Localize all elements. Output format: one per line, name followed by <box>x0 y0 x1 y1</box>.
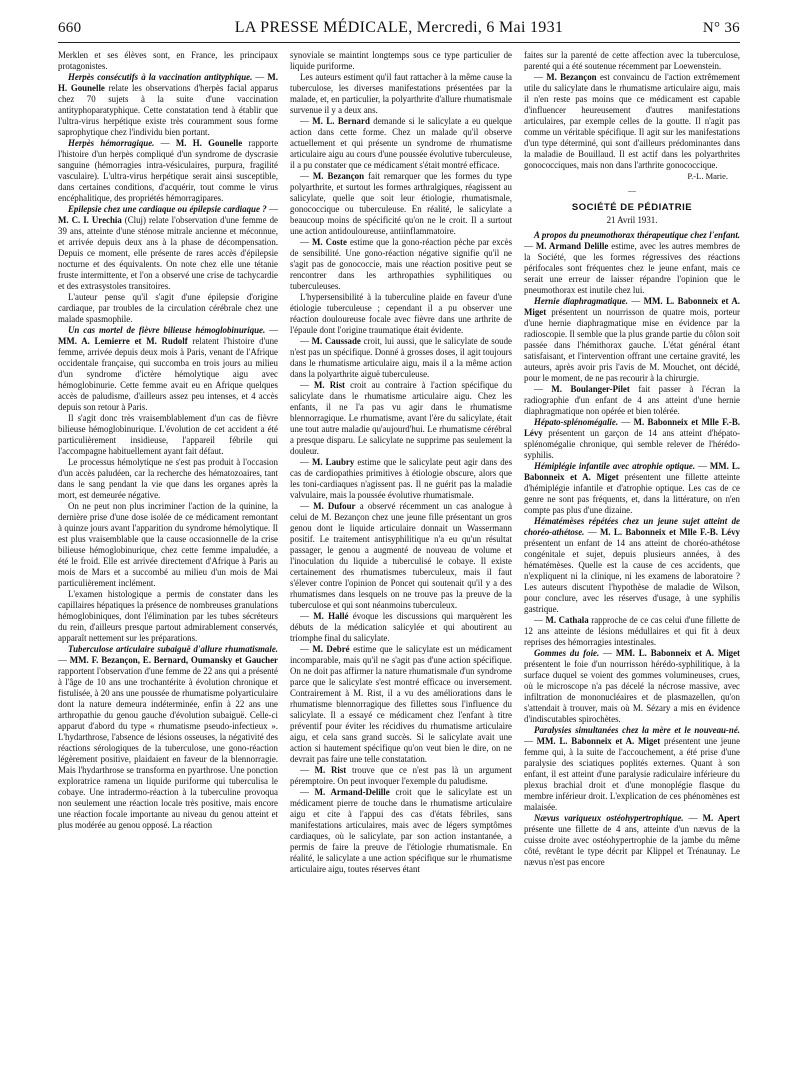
author: M. Dufour <box>313 501 356 511</box>
discussion-bezancon: — M. Bezançon est convaincu de l'action extrêmement utile du salicylate dans le rhumatisme articulaire aigu, mais il n'en reste pas moins que ce médicament est capable d'influencer heureusement d'autres manifestations articulaires, par exemple celles de la goutte. Il n'agit pas comme un véritable spécifique. Il agit sur les manifestations d'un type déterminé, qui sont d'ailleurs prédominantes dans la maladie de Bouillaud. Il est actif dans les polyarthrites gonococciques, mais non dans l'arthrite gonococcique. <box>524 72 740 170</box>
author: M. H. Gounelle <box>175 138 243 148</box>
article-title: Hépato-splénomégalie. <box>534 417 619 427</box>
discussion-dufour: — M. Dufour a observé récemment un cas analogue à celui de M. Bezançon chez une jeune fille présentant un gros genou dont le liquide articulaire donnait un Wassermann positif. Le traitement antisyphilitique n'a eu qu'un résultat passager, le genou a augmenté de nouveau de volume et l'inoculation du liquide a tuberculisé le cobaye. Il existe certainement des rhumatismes tuberculeux, mais il faut s'élever contre l'opinion de Poncet qui soutenait qu'il y a des rhumatismes dans lesquels on ne trouve pas la preuve de la tuberculose et qui sont néanmoins tuberculeux. <box>290 501 512 610</box>
article-title: Herpès hémorragique. <box>68 138 155 148</box>
journal-title: LA PRESSE MÉDICALE, Mercredi, 6 Mai 1931 <box>234 19 564 36</box>
author: M. C. I. Urechia <box>58 215 122 225</box>
article-hematemeses: Hématémèses répétées chez un jeune sujet atteint de choréo-athétose. — M. L. Babonneix et Mlle F.-B. Lévy présentent un enfant de 14 ans atteint de choréo-athétose congénitale et sujet, depuis plusieurs années, à des hématémèses. Quelle est la cause de ces accidents, que n'expliquent ni la clinique, ni les examens de laboratoire ? Les auteurs discutent l'hypothèse de maladie de Wilson, pour conclure, avec les réserves d'usage, à une syphilis gastrique. <box>524 516 740 614</box>
author: MM. L. Babonneix et A. Miget <box>615 648 740 658</box>
article-text: présentent le foie d'un nourrisson hérédo-syphilitique, à la surface duquel se voient des gommes volumineuses, crues, où le microscope n'a pas décelé la nécrose massive, avec infiltration de mononucléaires et de plasmazellen, qu'on s'attendait à trouver, mais où M. Sézary a mis en évidence d'indiscutables spirochètes. <box>524 659 740 724</box>
page-header <box>58 12 740 43</box>
author: M. Rist <box>314 765 347 775</box>
paragraph: Il s'agit donc très vraisemblablement d'un cas de fièvre bilieuse hémoglobinurique. L'évolution de cet accident a été particulièrement insidieuse, l'appareil fébrile qui l'accompagne habituellement ayant fait défaut. <box>58 413 278 456</box>
article-paralysies: Paralysies simultanées chez la mère et le nouveau-né. — MM. L. Babonneix et A. Miget présentent une jeune femme qui, à la suite de l'accouchement, a été prise d'une paralysie des sciatiques poplités externes. Quant à son enfant, il est atteint d'une paralysie radiculaire inférieure du plexus brachial droit et d'une monoplégie flasque du membre inférieur droit. L'explication de ces phénomènes est malaisée. <box>524 725 740 812</box>
discussion-boulanger-pilet: — M. Boulanger-Pilet fait passer à l'écran la radiographie d'un enfant de 4 ans atteint d'une hernie diaphragmatique non opérée et bien tolérée. <box>524 384 740 416</box>
article-hepato: Hépato-splénomégalie. — M. Babonneix et Mlle F.-B. Lévy présentent un garçon de 14 ans atteint d'hépato-splénomégalie chronique, qui semble relever de l'hérédo-syphilis. <box>524 417 740 460</box>
discussion-text: croit au contraire à l'action spécifique du salicylate dans le rhumatisme articulaire aigu. Chez les enfants, il ne l'a pas vu agir dans le rhumatisme blennorragique. Le rhumatisme, avant l'ère du salicylate, était une tout autre maladie qu'aujourd'hui. Le rhumatisme cérébral a presque disparu. Le salicylate ne supprime pas seulement la douleur. <box>290 380 512 456</box>
discussion-rist-2: — M. Rist trouve que ce n'est pas là un argument péremptoire. On peut invoquer l'exemple du paludisme. <box>290 765 512 786</box>
section-title: SOCIÉTÉ DE PÉDIATRIE <box>571 202 693 213</box>
column-3 <box>524 50 740 1074</box>
article-title: Hémiplégie infantile avec atrophie optique. <box>534 461 696 471</box>
article-text: présentent une jeune femme qui, à la suite de l'accouchement, a été prise d'une paralysie des sciatiques poplités externes. Quant à son enfant, il est atteint d'une paralysie radiculaire inférieure du plexus brachial droit et d'une monoplégie flasque du membre inférieur droit. L'explication de ces phénomènes est malaisée. <box>524 736 740 812</box>
author: MM. L. Babonneix et A. Miget <box>524 461 740 482</box>
article-epilepsie: Epilepsie chez une cardiaque ou épilepsie cardiaque ? — M. C. I. Urechia (Cluj) relate l'observation d'une femme de 39 ans, atteinte d'une sténose mitrale ancienne et méconnue, et arrivée depuis deux ans à la phase de décompensation. Depuis ce moment, elle présente de rares accès d'épilepsie nocturne et des équivalents. On note chez elle une tétanie fruste intermittente, et l'on a observé une crise de tachycardie et des extrasystoles transitoires. <box>58 204 278 291</box>
author: M. Coste <box>311 237 347 247</box>
discussion-text: demande si le salicylate a eu quelque action dans cette forme. Chez un malade qu'il observe actuellement et qui présente un syndrome de rhumatisme articulaire aigu au cours d'une poussée évolutive tuberculeuse, il a pu constater que ce médicament s'était montré efficace. <box>290 116 512 170</box>
article-title: Gommes du foie. <box>534 648 600 658</box>
article-text: présente une fillette de 4 ans, atteinte d'un nævus de la cuisse droite avec ostéohypertrophie de la jambe du même côté, revêtant le type décrit par Klippel et Trénaunay. Le nævus n'est pas encore <box>524 824 740 867</box>
author: MM. A. Lemierre et M. Rudolf <box>58 336 188 346</box>
author: M. Hallé <box>313 611 349 621</box>
article-text: relatent l'histoire d'une femme, arrivée depuis deux mois à Paris, venant de l'Afrique occidentale française, qui succomba en trois jours au milieu d'un syndrome d'ictère hémolytique aigu avec hémoglobinurie. Cette femme avait eu en Afrique quelques accès de paludisme, d'ailleurs assez peu intenses, et 4 accès depuis son retour à Paris. <box>58 336 278 412</box>
issue-number: N° 36 <box>702 20 740 36</box>
author: M. Caussade <box>311 336 361 346</box>
article-pneumothorax: A propos du pneumothorax thérapeutique chez l'enfant. — M. Armand Delille estime, avec les autres membres de la Société, que les formes régressives des réactions périfocales sont fréquentes chez le jeune enfant, mais ce serait une erreur de laisser répandre l'opinion que le pneumothorax est inutile chez lui. <box>524 230 740 295</box>
page-number: 660 <box>58 20 82 36</box>
article-hernie: Hernie diaphragmatique. — MM. L. Babonneix et A. Miget présentent un nourrisson de quatre mois, porteur d'une hernie diaphragmatique mise en évidence par la radioscopie. Il semble que la plus grande partie du côlon soit passée dans l'hémithorax gauche. L'état général étant satisfaisant, et l'intervention offrant une certaine gravité, les auteurs, après avoir pris l'avis de M. Mouchet, ont décidé, pour le moment, de ne pas recourir à la chirurgie. <box>524 296 740 383</box>
article-gommes: Gommes du foie. — MM. L. Babonneix et A. Miget présentent le foie d'un nourrisson hérédo-syphilitique, à la surface duquel se voient des gommes volumineuses, crues, où le microscope n'a pas décelé la nécrose massive, avec infiltration de mononucléaires et de plasmazellen, qu'on s'attendait à trouver, mais où M. Sézary a mis en évidence d'indiscutables spirochètes. <box>524 648 740 724</box>
article-text: relate les observations d'herpès facial apparus chez 70 sujets à la suite d'une vaccination antityphoparatyphique. Cette constatation tend à établir que l'ultra-virus herpétique existe très couramment sous forme saprophytique chez l'individu bien portant. <box>58 83 278 137</box>
article-title: Nævus variqueux ostéohypertrophique. <box>534 813 684 823</box>
article-herpes-hemorragique: Herpès hémorragique. — M. H. Gounelle rapporte l'histoire d'un herpès compliqué d'un syndrome de dyscrasie sanguine (hémorragies intra-vésiculaires, purpura, fragilité vasculaire). L'ultra-virus herpétique serait ainsi susceptible, dans certaines conditions, d'acquérir, tout comme le virus encéphalitique, des propriétés hémorragipares. <box>58 138 278 203</box>
discussion-coste: — M. Coste estime que la gono-réaction pèche par excès de sensibilité. Une gono-réaction négative signifie qu'il ne s'agit pas de gonococcie, mais une réaction positive peut se rencontrer dans les arthropathies syphilitiques ou tuberculeuses. <box>290 237 512 291</box>
article-fievre-bilieuse: Un cas mortel de fièvre bilieuse hémoglobinurique. — MM. A. Lemierre et M. Rudolf relatent l'histoire d'une femme, arrivée depuis deux mois à Paris, venant de l'Afrique occidentale française, qui succomba en trois jours au milieu d'un syndrome d'ictère hémolytique aigu avec hémoglobinurie. Cette femme avait eu en Afrique quelques accès de paludisme, d'ailleurs assez peu intenses, et 4 accès depuis son retour à Paris. <box>58 325 278 412</box>
signature: P.-L. Marie. <box>687 171 728 181</box>
paragraph: Le processus hémolytique ne s'est pas produit à l'occasion d'un accès paludéen, car la recherche des hématozoaires, tant dans le sang pendant la vie que dans les organes après la mort, est demeurée négative. <box>58 457 278 500</box>
author: M. Babonneix et Mlle F.-B. Lévy <box>524 417 740 438</box>
paragraph: L'examen histologique a permis de constater dans les capillaires hépatiques la présence de nombreuses granulations hémoglobiniques, dont l'élimination par les tubes sécréteurs du rein, d'ailleurs presque partout admirablement conservés, apparaît nettement sur les préparations. <box>58 589 278 643</box>
discussion-halle: — M. Hallé évoque les discussions qui marquèrent les débuts de la médication salicylée et qui aboutirent au triomphe final du salicylate. <box>290 611 512 643</box>
paragraph: Les auteurs estiment qu'il faut rattacher à la même cause la tuberculose, les diverses manifestations présentées par la malade, et, en particulier, la polyarthrite d'allure rhumatismale survenue il y a deux ans. <box>290 72 512 115</box>
article-naevus: Nævus variqueux ostéohypertrophique. — M. Apert présente une fillette de 4 ans, atteinte d'un nævus de la cuisse droite avec ostéohypertrophie de la jambe du même côté, revêtant le type décrit par Klippel et Trénaunay. Le nævus n'est pas encore <box>524 813 740 867</box>
discussion-text: estime que le salicylate peut agir dans des cas de cardiopathies primitives à étiologie obscure, alors que les toni-cardiaques n'agissent pas. Il ne guérit pas la maladie valvulaire, mais la poussée évolutive rhumatismale. <box>290 457 512 500</box>
discussion-rist: — M. Rist croit au contraire à l'action spécifique du salicylate dans le rhumatisme articulaire aigu. Chez les enfants, il ne l'a pas vu agir dans le rhumatisme blennorragique. Le rhumatisme, avant l'ère du salicylate, était une tout autre maladie qu'aujourd'hui. Le rhumatisme cérébral a presque disparu. Le salicylate ne supprime pas seulement la douleur. <box>290 380 512 456</box>
article-text: présentent une fillette atteinte d'hémiplégie infantile et d'atrophie optique. Les cas de ce genre ne sont pas fréquents, et, dans la littérature, on n'en compte pas plus d'une dizaine. <box>524 472 740 515</box>
author: M. Debré <box>312 644 350 654</box>
article-text: rapporte l'histoire d'un herpès compliqué d'un syndrome de dyscrasie sanguine (hémorragies intra-vésiculaires, purpura, fragilité vasculaire). L'ultra-virus herpétique serait ainsi susceptible, dans certaines conditions, d'acquérir, tout comme le virus encéphalitique, des propriétés hémorragipares. <box>58 138 278 203</box>
discussion-text: croit que le salicylate est un médicament pierre de touche dans le rhumatisme articulaire aigu et cite à l'appui des cas d'états fébriles, sans manifestations articulaires, mais avec de légers symptômes cardiaques, où le salicylate, par son action instantanée, a permis de faire la preuve de l'étiologie rhumatismale. En réalité, le salicylate a une action spécifique sur le rhumatisme articulaire aigu, toutes réserves étant <box>290 787 512 874</box>
discussion-text: trouve que ce n'est pas là un argument péremptoire. On peut invoquer l'exemple du paludisme. <box>290 765 512 786</box>
article-text: présentent un garçon de 14 ans atteint d'hépato-splénomégalie chronique, qui semble relever de l'hérédo-syphilis. <box>524 428 740 460</box>
section-date: 21 Avril 1931. <box>606 215 658 225</box>
paragraph: On ne peut non plus incriminer l'action de la quinine, la dernière prise d'une dose isolée de ce médicament remontant à quinze jours avant l'apparition du syndrome hémolytique. Il est plus vraisemblable que la cause occasionnelle de la crise bilieuse hémoglobinurique, chez cette femme impaludée, a été le froid. Elle est arrivée directement d'Afrique à Paris au mois de Mars et a succombé au milieu d'un mois de Mai particulièrement inclément. <box>58 501 278 588</box>
paragraph: L'hypersensibilité à la tuberculine plaide en faveur d'une étiologie tuberculeuse ; cependant il a pu observer une réaction douloureuse focale avec fièvre dans une arthrite de l'épaule dont l'origine traumatique était évidente. <box>290 292 512 335</box>
paragraph: L'auteur pense qu'il s'agit d'une épilepsie d'origine cardiaque, par troubles de la circulation cérébrale chez une malade spasmophile. <box>58 292 278 324</box>
author: M. L. Bernard <box>312 116 370 126</box>
author: M. Armand Delille <box>535 241 609 251</box>
discussion-armand-delille: — M. Armand-Delille croit que le salicylate est un médicament pierre de touche dans le rhumatisme articulaire aigu et cite à l'appui des cas d'états fébriles, sans manifestations articulaires, mais avec de légers symptômes cardiaques, où le salicylate, par son action instantanée, a permis de faire la preuve de l'étiologie rhumatismale. En réalité, le salicylate a une action spécifique sur le rhumatisme articulaire aigu, toutes réserves étant <box>290 787 512 874</box>
article-herpes-vaccination: Herpès consécutifs à la vaccination antityphique. — M. H. Gounelle relate les observations d'herpès facial apparus chez 70 sujets à la suite d'une vaccination antityphoparatyphique. Cette constatation tend à établir que l'ultra-virus herpétique existe très couramment sous forme saprophytique chez l'individu bien portant. <box>58 72 278 137</box>
discussion-text: croit, lui aussi, que le salicylate de soude n'est pas un spécifique. Donné à grosses doses, il agit toujours dans le rhumatisme articulaire aigu, mais il a la même action dans la polyarthrite aiguë tuberculeuse. <box>290 336 512 379</box>
article-text: présentent un nourrisson de quatre mois, porteur d'une hernie diaphragmatique mise en évidence par la radioscopie. Il semble que la plus grande partie du côlon soit passée dans l'hémithorax gauche. L'état général étant satisfaisant, et l'intervention offrant une certaine gravité, les auteurs, après avoir pris l'avis de M. Mouchet, ont décidé, pour le moment, de ne pas recourir à la chirurgie. <box>524 307 740 383</box>
paragraph: synoviale se maintint longtemps sous ce type particulier de liquide puriforme. <box>290 50 512 71</box>
article-text: (Cluj) relate l'observation d'une femme de 39 ans, atteinte d'une sténose mitrale ancienne et méconnue, et arrivée depuis deux ans à la phase de décompensation. Depuis ce moment, elle présente de rares accès d'épilepsie nocturne et des équivalents. On note chez elle une tétanie fruste intermittente, et l'on a observé une crise de tachycardie et des extrasystoles transitoires. <box>58 215 278 291</box>
discussion-debre: — M. Debré estime que le salicylate est un médicament incomparable, mais qu'il ne s'agit pas d'une action spécifique. On ne doit pas affirmer la nature rhumatismale d'un syndrome parce que le salicylate s'est montré efficace ou inversement. Contrairement à M. Rist, il a vu des améliorations dans le rhumatisme blennorragique des fillettes sous l'influence du salicylate. Il a essayé ce médicament chez l'enfant à titre préventif pour éviter les récidives du rhumatisme articulaire aigu, et cela sans grand succès. Si le salicylate avait une action si hautement spécifique qu'on veut bien le dire, on ne devrait pas faire une telle constatation. <box>290 644 512 764</box>
author: M. Rist <box>314 380 345 390</box>
section-divider: — <box>628 186 636 195</box>
discussion-bezancon: — M. Bezançon fait remarquer que les formes du type polyarthrite, et surtout les formes arthralgiques, réagissent au salicylate, quelle que soit leur étiologie, rhumatismale, gonococcique ou tuberculeuse. En réalité, le salicylate a beaucoup moins de spécificité qu'on ne le croit. Il a surtout une action antidouloureuse, antiinflammatoire. <box>290 171 512 236</box>
author: M. Armand-Delille <box>314 787 390 797</box>
author: M. Boulanger-Pilet <box>551 384 630 394</box>
author: M. Bezançon <box>312 171 365 181</box>
author: M. Cathala <box>545 615 589 625</box>
paragraph: faites sur la parenté de cette affection avec la tuberculose, parenté qui a été soutenue récemment par Loewenstein. <box>524 50 740 71</box>
discussion-bernard: — M. L. Bernard demande si le salicylate a eu quelque action dans cette forme. Chez un malade qu'il observe actuellement et qui présente un syndrome de rhumatisme articulaire aigu au cours d'une poussée évolutive tuberculeuse, il a pu constater que ce médicament s'était montré efficace. <box>290 116 512 170</box>
article-title: Herpès consécutifs à la vaccination antityphique. <box>68 72 253 82</box>
discussion-text: estime que le salicylate est un médicament incomparable, mais qu'il ne s'agit pas d'une action spécifique. On ne doit pas affirmer la nature rhumatismale d'un syndrome parce que le salicylate s'est montré efficace ou inversement. Contrairement à M. Rist, il a vu des améliorations dans le rhumatisme blennorragique des fillettes sous l'influence du salicylate. Il a essayé ce médicament chez l'enfant à titre préventif pour éviter les récidives du rhumatisme articulaire aigu, et cela sans grand succès. Si le salicylate avait une action si hautement spécifique qu'on veut bien le dire, on ne devrait pas faire une telle constatation. <box>290 644 512 764</box>
discussion-text: rapproche de ce cas celui d'une fillette de 12 ans atteinte de lésions médullaires et qui fit à deux reprises des hémorragies intestinales. <box>524 615 740 647</box>
discussion-cathala: — M. Cathala rapproche de ce cas celui d'une fillette de 12 ans atteinte de lésions médullaires et qui fit à deux reprises des hémorragies intestinales. <box>524 615 740 647</box>
author: M. Laubry <box>311 457 355 467</box>
article-title: Tuberculose articulaire subaiguë d'allure rhumatismale. <box>68 644 278 654</box>
article-text: estime, avec les autres membres de la Société, que les formes régressives des réactions périfocales sont fréquentes chez le jeune enfant, mais ce serait une erreur de laisser répandre l'opinion que le pneumothorax est inutile chez lui. <box>524 241 740 295</box>
discussion-caussade: — M. Caussade croit, lui aussi, que le salicylate de soude n'est pas un spécifique. Donné à grosses doses, il agit toujours dans le rhumatisme articulaire aigu, mais il a la même action dans la polyarthrite aiguë tuberculeuse. <box>290 336 512 379</box>
discussion-text: estime que la gono-réaction pèche par excès de sensibilité. Une gono-réaction négative signifie qu'il ne s'agit pas de gonococcie, mais une réaction positive peut se rencontrer dans les arthropathies syphilitiques ou tuberculeuses. <box>290 237 512 291</box>
discussion-text: fait remarquer que les formes du type polyarthrite, et surtout les formes arthralgiques, réagissent au salicylate, quelle que soit leur étiologie, rhumatismale, gonococcique ou tuberculeuse. En réalité, le salicylate a beaucoup moins de spécificité qu'on ne le croit. Il a surtout une action antidouloureuse, antiinflammatoire. <box>290 171 512 236</box>
author: M. Apert <box>702 813 740 823</box>
discussion-text: a observé récemment un cas analogue à celui de M. Bezançon chez une jeune fille présentant un gros genou dont le liquide articulaire donnait un Wassermann positif. Le traitement antisyphilitique n'a eu qu'un résultat passager, le genou a augmenté de nouveau de volume et l'inoculation du liquide a tuberculisé le cobaye. Il existe certainement des rhumatismes tuberculeux, mais il faut s'élever contre l'opinion de Poncet qui soutenait qu'il y a des rhumatismes dans lesquels on ne trouve pas la preuve de la tuberculose et qui sont néanmoins tuberculeux. <box>290 501 512 610</box>
article-title: Epilepsie chez une cardiaque ou épilepsie cardiaque ? <box>68 204 267 214</box>
author: MM. L. Babonneix et A. Miget <box>536 736 661 746</box>
article-title: Hernie diaphragmatique. <box>534 296 628 306</box>
discussion-text: fait passer à l'écran la radiographie d'un enfant de 4 ans atteint d'une hernie diaphragmatique non opérée et bien tolérée. <box>524 384 740 416</box>
article-title: A propos du pneumothorax thérapeutique chez l'enfant. <box>534 230 740 240</box>
discussion-text: évoque les discussions qui marquèrent les débuts de la médication salicylée et qui aboutirent au triomphe final du salicylate. <box>290 611 512 643</box>
article-title: Un cas mortel de fièvre bilieuse hémoglobinurique. <box>68 325 266 335</box>
author: M. Bezançon <box>546 72 597 82</box>
column-2 <box>290 50 512 1074</box>
article-title: Hématémèses répétées chez un jeune sujet atteint de choréo-athétose. <box>524 516 740 537</box>
discussion-text: est convaincu de l'action extrêmement utile du salicylate dans le rhumatisme articulaire aigu, mais il n'en reste pas moins que ce médicament est capable d'influencer heureusement d'autres manifestations articulaires, par exemple celles de la goutte. Il n'agit pas comme un véritable spécifique. Il agit sur les manifestations d'un type déterminé, qui sont d'ailleurs prédominantes dans la maladie de Bouillaud. Il est actif dans les polyarthrites gonococciques, mais non dans l'arthrite gonococcique. <box>524 72 740 170</box>
paragraph: Merklen et ses élèves sont, en France, les principaux protagonistes. <box>58 50 278 71</box>
author: MM. F. Bezançon, E. Bernard, Oumansky et Gaucher <box>69 655 278 665</box>
author: M. L. Babonneix et Mlle F.-B. Lévy <box>599 527 740 537</box>
column-1 <box>58 50 278 1074</box>
article-text: présentent un enfant de 14 ans atteint de choréo-athétose congénitale et sujet, depuis plusieurs années, à des hématémèses. Quelle est la cause de ces accidents, que n'expliquent ni la clinique, ni les examens de laboratoire ? Les auteurs discutent l'hypothèse de maladie de Wilson, pour conclure, avec les réserves d'usage, à une syphilis gastrique. <box>524 538 740 614</box>
discussion-laubry: — M. Laubry estime que le salicylate peut agir dans des cas de cardiopathies primitives à étiologie obscure, alors que les toni-cardiaques n'agissent pas. Il ne guérit pas la maladie valvulaire, mais la poussée évolutive rhumatismale. <box>290 457 512 500</box>
article-hemiplegie: Hémiplégie infantile avec atrophie optique. — MM. L. Babonneix et A. Miget présentent une fillette atteinte d'hémiplégie infantile et d'atrophie optique. Les cas de ce genre ne sont pas fréquents, et, dans la littérature, on n'en compte pas plus d'une dizaine. <box>524 461 740 515</box>
author: MM. L. Babonneix et A. Miget <box>524 296 740 317</box>
author: M. H. Gounelle <box>58 72 278 93</box>
article-title: Paralysies simultanées chez la mère et le nouveau-né. <box>534 725 740 735</box>
article-text: rapportent l'observation d'une femme de 22 ans qui a présenté à l'âge de 10 ans une trochantérite à évolution chronique et fistulisée, à 20 ans une poussée de rhumatisme polyarticulaire dont la nature demeura indéterminée, enfin à 22 ans une arthropathie du genou gauche d'évolution subaiguë. Celle-ci apparut d'abord du type « rhumatisme pseudo-infectieux ». L'hydarthrose, l'absence de lésions osseuses, la négativité des réactions sérologiques de la tuberculose, une gono-réaction légèrement positive, plaidaient en faveur de la blennorragie. Mais l'hydarthrose se transforma en pyarthrose. Une ponction exploratrice ramena un liquide puriforme qui tuberculisa le cobaye. Une intradermo-réaction à la tuberculine provoqua non seulement une réaction locale très positive, mais encore une réaction focale importante au niveau du genou atteint et plus modérée au genou opposé. La réaction <box>58 666 278 830</box>
article-tuberculose-articulaire: Tuberculose articulaire subaiguë d'allure rhumatismale. — MM. F. Bezançon, E. Bernard, Oumansky et Gaucher rapportent l'observation d'une femme de 22 ans qui a présenté à l'âge de 10 ans une trochantérite à évolution chronique et fistulisée, à 20 ans une poussée de rhumatisme polyarticulaire dont la nature demeura indéterminée, enfin à 22 ans une arthropathie du genou gauche d'évolution subaiguë. Celle-ci apparut d'abord du type « rhumatisme pseudo-infectieux ». L'hydarthrose, l'absence de lésions osseuses, la négativité des réactions sérologiques de la tuberculose, une gono-réaction légèrement positive, plaidaient en faveur de la blennorragie. Mais l'hydarthrose se transforma en pyarthrose. Une ponction exploratrice ramena un liquide puriforme qui tuberculisa le cobaye. Une intradermo-réaction à la tuberculine provoqua non seulement une réaction locale très positive, mais encore une réaction focale importante au niveau du genou atteint et plus modérée au genou opposé. La réaction <box>58 644 278 830</box>
